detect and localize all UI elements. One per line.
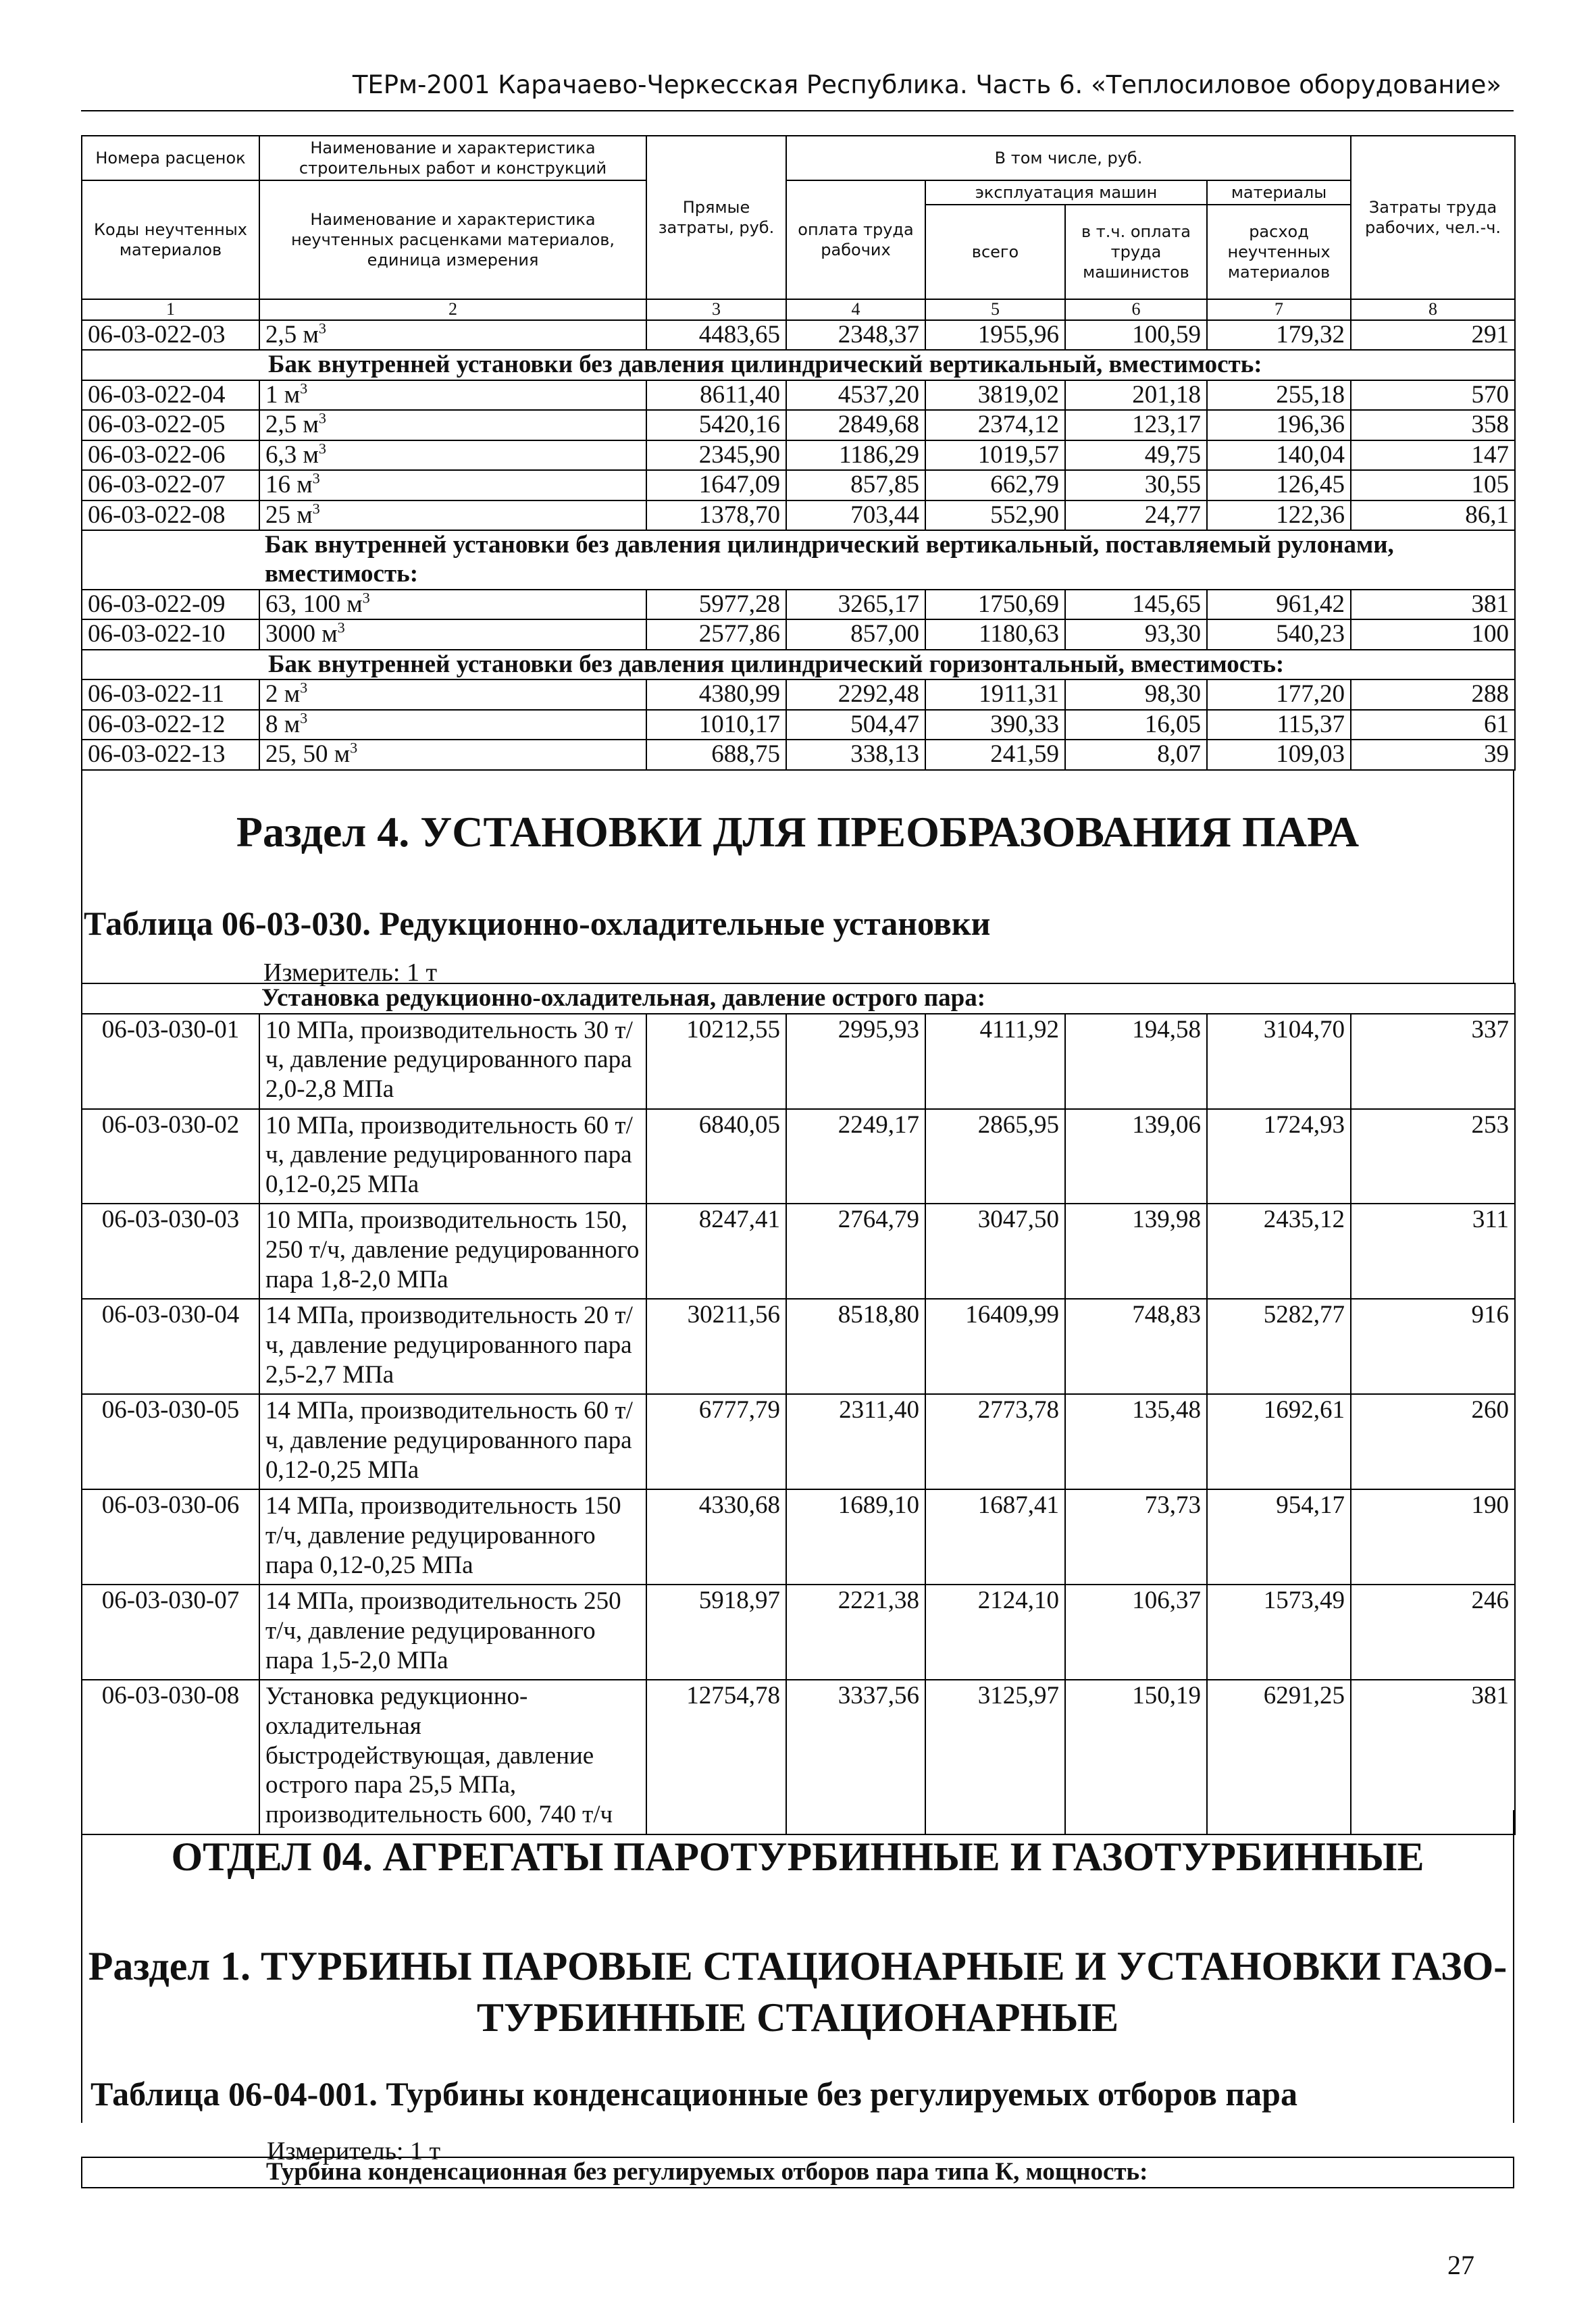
col-number: 4 <box>786 299 925 320</box>
direct-costs: 688,75 <box>646 740 786 770</box>
material-costs: 126,45 <box>1207 470 1351 500</box>
prices-table-030 <box>81 983 1516 1835</box>
labor-costs: 100 <box>1351 619 1515 650</box>
table-row <box>82 1204 1515 1299</box>
price-code: 06-03-022-11 <box>82 679 259 710</box>
price-code: 06-03-030-03 <box>82 1204 259 1299</box>
item-name: 1 $м^3$ <box>259 380 646 411</box>
material-costs: 115,37 <box>1207 710 1351 740</box>
labor-costs: 61 <box>1351 710 1515 740</box>
machine-costs: 16409,99 <box>925 1299 1065 1394</box>
direct-costs: 2577,86 <box>646 619 786 650</box>
price-code: 06-03-030-05 <box>82 1394 259 1489</box>
wage-costs: 2311,40 <box>786 1394 925 1489</box>
price-code: 06-03-022-12 <box>82 710 259 740</box>
labor-costs: 358 <box>1351 410 1515 440</box>
machine-costs: 2773,78 <box>925 1394 1065 1489</box>
machinist-wage: 145,65 <box>1065 590 1207 620</box>
direct-costs: 1010,17 <box>646 710 786 740</box>
material-costs: 109,03 <box>1207 740 1351 770</box>
table-row <box>82 1109 1515 1204</box>
item-name: 2,5 $м^3$ <box>259 320 646 351</box>
machinist-wage: 49,75 <box>1065 440 1207 471</box>
wage-costs: 2849,68 <box>786 410 925 440</box>
item-name: Установка редукционно-охладительная быстродействующая, давление острого пара 25,5 МПа, производительность 600, 740 т/ч <box>259 1680 646 1834</box>
table-row <box>82 1489 1515 1585</box>
machine-costs: 3819,02 <box>925 380 1065 411</box>
machine-costs: 2865,95 <box>925 1109 1065 1204</box>
item-name: 10 МПа, производительность 150, 250 т/ч, давление редуцированного пара 1,8-2,0 МПа <box>259 1204 646 1299</box>
wage-costs: 2292,48 <box>786 679 925 710</box>
machinist-wage: 8,07 <box>1065 740 1207 770</box>
direct-costs: 4330,68 <box>646 1489 786 1585</box>
machinist-wage: 93,30 <box>1065 619 1207 650</box>
machinist-wage: 123,17 <box>1065 410 1207 440</box>
rows-group-b <box>82 380 1515 531</box>
machinist-wage: 16,05 <box>1065 710 1207 740</box>
material-costs: 196,36 <box>1207 410 1351 440</box>
material-costs: 954,17 <box>1207 1489 1351 1585</box>
machine-costs: 241,59 <box>925 740 1065 770</box>
price-code: 06-03-030-04 <box>82 1299 259 1394</box>
table-row <box>82 380 1515 411</box>
direct-costs: 5918,97 <box>646 1585 786 1680</box>
price-code: 06-03-022-04 <box>82 380 259 411</box>
direct-costs: 6840,05 <box>646 1109 786 1204</box>
col-number: 3 <box>646 299 786 320</box>
col-number: 8 <box>1351 299 1515 320</box>
prices-table-022 <box>81 135 1516 771</box>
item-name: 10 МПа, производительность 60 т/ч, давление редуцированного пара 0,12-0,25 МПа <box>259 1109 646 1204</box>
wage-costs: 703,44 <box>786 500 925 531</box>
item-name: 6,3 $м^3$ <box>259 440 646 471</box>
rows-group-030 <box>82 1014 1515 1834</box>
subhead-3: Бак внутренней установки без давления цилиндрический горизонтальный, вместимость: <box>82 650 1515 680</box>
unit-superscript: 3 <box>318 410 327 427</box>
labor-costs: 337 <box>1351 1014 1515 1109</box>
table-row <box>82 1585 1515 1680</box>
otdel-04-heading: ОТДЕЛ 04. АГРЕГАТЫ ПАРОТУРБИННЫЕ И ГАЗОТУРБИННЫЕ <box>171 1834 1424 1879</box>
wage-costs: 504,47 <box>786 710 925 740</box>
table-row <box>82 679 1515 710</box>
subhead-row <box>82 350 1515 380</box>
item-name: 14 МПа, производительность 250 т/ч, давление редуцированного пара 1,5-2,0 МПа <box>259 1585 646 1680</box>
table-row <box>82 619 1515 650</box>
item-name: 2,5 $м^3$ <box>259 410 646 440</box>
machinist-wage: 24,77 <box>1065 500 1207 531</box>
item-name: 14 МПа, производительность 60 т/ч, давление редуцированного пара 0,12-0,25 МПа <box>259 1394 646 1489</box>
col-number: 6 <box>1065 299 1207 320</box>
machine-costs: 1911,31 <box>925 679 1065 710</box>
price-code: 06-03-022-10 <box>82 619 259 650</box>
col-in-that-number: В том числе, руб. <box>786 136 1351 180</box>
col-total: всего <box>925 205 1065 299</box>
price-code: 06-03-030-02 <box>82 1109 259 1204</box>
unit-superscript: 3 <box>318 440 327 457</box>
material-costs: 540,23 <box>1207 619 1351 650</box>
price-code: 06-03-022-06 <box>82 440 259 471</box>
col-labor: Затраты труда рабочих, чел.-ч. <box>1351 136 1515 299</box>
material-costs: 2435,12 <box>1207 1204 1351 1299</box>
page-number: 27 <box>1447 2250 1474 2280</box>
table-row <box>82 440 1515 471</box>
labor-costs: 39 <box>1351 740 1515 770</box>
price-code: 06-03-022-09 <box>82 590 259 620</box>
item-name: 25, 50 $м^3$ <box>259 740 646 770</box>
machine-costs: 4111,92 <box>925 1014 1065 1109</box>
labor-costs: 288 <box>1351 679 1515 710</box>
wage-costs: 3337,56 <box>786 1680 925 1834</box>
machinist-wage: 106,37 <box>1065 1585 1207 1680</box>
material-costs: 1692,61 <box>1207 1394 1351 1489</box>
labor-costs: 570 <box>1351 380 1515 411</box>
material-costs: 1573,49 <box>1207 1585 1351 1680</box>
col-number: 7 <box>1207 299 1351 320</box>
price-code: 06-03-030-08 <box>82 1680 259 1834</box>
item-name: 25 $м^3$ <box>259 500 646 531</box>
subhead-030: Установка редукционно-охладительная, давление острого пара: <box>82 983 1515 1014</box>
prices-table-001 <box>81 2157 1514 2188</box>
machine-costs: 3125,97 <box>925 1680 1065 1834</box>
rows-group-d <box>82 679 1515 770</box>
unit-superscript: 3 <box>300 679 308 696</box>
price-code: 06-03-030-06 <box>82 1489 259 1585</box>
unit-superscript: 3 <box>300 380 308 397</box>
material-costs: 140,04 <box>1207 440 1351 471</box>
labor-costs: 246 <box>1351 1585 1515 1680</box>
material-costs: 177,20 <box>1207 679 1351 710</box>
machinist-wage: 194,58 <box>1065 1014 1207 1109</box>
running-header: ТЕРм-2001 Карачаево-Черкесская Республика. Часть 6. «Теплосиловое оборудование» <box>352 70 1501 99</box>
col-name-bottom: Наименование и характеристика неучтенных расценками материалов, единица измерения <box>259 180 646 299</box>
unit-superscript: 3 <box>350 740 358 756</box>
item-name: 63, 100 $м^3$ <box>259 590 646 620</box>
subhead-row <box>82 650 1515 680</box>
machinist-wage: 201,18 <box>1065 380 1207 411</box>
direct-costs: 12754,78 <box>646 1680 786 1834</box>
wage-costs: 857,85 <box>786 470 925 500</box>
direct-costs: 5977,28 <box>646 590 786 620</box>
item-name: 2 $м^3$ <box>259 679 646 710</box>
labor-costs: 147 <box>1351 440 1515 471</box>
machine-costs: 1750,69 <box>925 590 1065 620</box>
price-code: 06-03-022-08 <box>82 500 259 531</box>
table-row <box>82 1394 1515 1489</box>
table-row <box>82 410 1515 440</box>
col-wage: оплата труда рабочих <box>786 180 925 299</box>
wage-costs: 1186,29 <box>786 440 925 471</box>
unit-superscript: 3 <box>300 709 308 727</box>
wage-costs: 2249,17 <box>786 1109 925 1204</box>
direct-costs: 4483,65 <box>646 320 786 351</box>
machinist-wage: 139,06 <box>1065 1109 1207 1204</box>
rows-group-a <box>82 320 1515 351</box>
machinist-wage: 100,59 <box>1065 320 1207 351</box>
rows-group-c <box>82 590 1515 650</box>
machine-costs: 1180,63 <box>925 619 1065 650</box>
table-001-title: Таблица 06-04-001. Турбины конденсационные без регулируемых отборов пара <box>91 2075 1297 2113</box>
item-name: 14 МПа, производительность 20 т/ч, давление редуцированного пара 2,5-2,7 МПа <box>259 1299 646 1394</box>
material-costs: 255,18 <box>1207 380 1351 411</box>
direct-costs: 1647,09 <box>646 470 786 500</box>
table-030-title: Таблица 06-03-030. Редукционно-охладительные установки <box>84 904 991 942</box>
price-code: 06-03-030-01 <box>82 1014 259 1109</box>
wage-costs: 3265,17 <box>786 590 925 620</box>
section-1-line-1: Раздел 1. ТУРБИНЫ ПАРОВЫЕ СТАЦИОНАРНЫЕ И УСТАНОВКИ ГАЗО- <box>88 1944 1508 1988</box>
col-number: 5 <box>925 299 1065 320</box>
price-code: 06-03-022-05 <box>82 410 259 440</box>
labor-costs: 311 <box>1351 1204 1515 1299</box>
table-001-measure: Измеритель: 1 т <box>267 2137 441 2165</box>
unit-superscript: 3 <box>312 470 320 487</box>
machine-costs: 662,79 <box>925 470 1065 500</box>
labor-costs: 105 <box>1351 470 1515 500</box>
material-costs: 1724,93 <box>1207 1109 1351 1204</box>
labor-costs: 916 <box>1351 1299 1515 1394</box>
labor-costs: 86,1 <box>1351 500 1515 531</box>
header-rule <box>81 110 1514 111</box>
price-code: 06-03-022-03 <box>82 320 259 351</box>
table-row <box>82 740 1515 770</box>
direct-costs: 5420,16 <box>646 410 786 440</box>
wage-costs: 857,00 <box>786 619 925 650</box>
machinist-wage: 98,30 <box>1065 679 1207 710</box>
wage-costs: 2995,93 <box>786 1014 925 1109</box>
table-row <box>82 470 1515 500</box>
wage-costs: 8518,80 <box>786 1299 925 1394</box>
machine-costs: 3047,50 <box>925 1204 1065 1299</box>
item-name: 16 $м^3$ <box>259 470 646 500</box>
machine-costs: 390,33 <box>925 710 1065 740</box>
labor-costs: 381 <box>1351 590 1515 620</box>
wage-costs: 2221,38 <box>786 1585 925 1680</box>
labor-costs: 381 <box>1351 1680 1515 1834</box>
col-materials-expense: расход неучтенных материалов <box>1207 205 1351 299</box>
labor-costs: 260 <box>1351 1394 1515 1489</box>
machinist-wage: 139,98 <box>1065 1204 1207 1299</box>
price-code: 06-03-022-13 <box>82 740 259 770</box>
col-codes-top: Номера расценок <box>82 136 259 180</box>
item-name: 8 $м^3$ <box>259 710 646 740</box>
col-name-top: Наименование и характеристика строительных работ и конструкций <box>259 136 646 180</box>
wage-costs: 2764,79 <box>786 1204 925 1299</box>
material-costs: 179,32 <box>1207 320 1351 351</box>
machinist-wage: 73,73 <box>1065 1489 1207 1585</box>
material-costs: 122,36 <box>1207 500 1351 531</box>
direct-costs: 1378,70 <box>646 500 786 531</box>
direct-costs: 8247,41 <box>646 1204 786 1299</box>
material-costs: 5282,77 <box>1207 1299 1351 1394</box>
col-materials: материалы <box>1207 180 1351 205</box>
direct-costs: 30211,56 <box>646 1299 786 1394</box>
machinist-wage: 30,55 <box>1065 470 1207 500</box>
table-row <box>82 1014 1515 1109</box>
machine-costs: 1955,96 <box>925 320 1065 351</box>
item-name: 10 МПа, производительность 30 т/ч, давление редуцированного пара 2,0-2,8 МПа <box>259 1014 646 1109</box>
machine-costs: 1019,57 <box>925 440 1065 471</box>
table-row <box>82 500 1515 531</box>
unit-superscript: 3 <box>312 500 320 517</box>
machinist-wage: 748,83 <box>1065 1299 1207 1394</box>
machinist-wage: 150,19 <box>1065 1680 1207 1834</box>
col-number: 2 <box>259 299 646 320</box>
direct-costs: 2345,90 <box>646 440 786 471</box>
col-number: 1 <box>82 299 259 320</box>
unit-superscript: 3 <box>318 319 327 337</box>
table-head <box>82 136 1515 320</box>
table-030-measure: Измеритель: 1 т <box>263 958 438 987</box>
machine-costs: 1687,41 <box>925 1489 1065 1585</box>
direct-costs: 6777,79 <box>646 1394 786 1489</box>
unit-superscript: 3 <box>337 619 345 636</box>
subhead-001: Турбина конденсационная без регулируемых отборов пара типа К, мощность: <box>82 2157 1514 2188</box>
col-machinists: в т.ч. оплата труда машинистов <box>1065 205 1207 299</box>
col-direct: Прямые затраты, руб. <box>646 136 786 299</box>
price-code: 06-03-030-07 <box>82 1585 259 1680</box>
wage-costs: 338,13 <box>786 740 925 770</box>
subhead-2: Бак внутренней установки без давления цилиндрический вертикальный, поставляемый рулонами, вместимость: <box>82 530 1515 589</box>
item-name: 14 МПа, производительность 150 т/ч, давление редуцированного пара 0,12-0,25 МПа <box>259 1489 646 1585</box>
labor-costs: 291 <box>1351 320 1515 351</box>
wage-costs: 2348,37 <box>786 320 925 351</box>
table-row <box>82 710 1515 740</box>
direct-costs: 4380,99 <box>646 679 786 710</box>
col-machine-op: эксплуатация машин <box>925 180 1207 205</box>
wage-costs: 1689,10 <box>786 1489 925 1585</box>
material-costs: 6291,25 <box>1207 1680 1351 1834</box>
col-codes-bottom: Коды неучтенных материалов <box>82 180 259 299</box>
table-row <box>82 320 1515 351</box>
direct-costs: 10212,55 <box>646 1014 786 1109</box>
machinist-wage: 135,48 <box>1065 1394 1207 1489</box>
section-1-line-2: ТУРБИННЫЕ СТАЦИОНАРНЫЕ <box>476 1995 1119 2040</box>
table-row <box>82 1299 1515 1394</box>
section-4-heading: Раздел 4. УСТАНОВКИ ДЛЯ ПРЕОБРАЗОВАНИЯ ПАРА <box>236 808 1360 856</box>
price-code: 06-03-022-07 <box>82 470 259 500</box>
subhead-row <box>82 983 1515 1014</box>
material-costs: 3104,70 <box>1207 1014 1351 1109</box>
machine-costs: 552,90 <box>925 500 1065 531</box>
subhead-1: Бак внутренней установки без давления цилиндрический вертикальный, вместимость: <box>82 350 1515 380</box>
table-row <box>82 590 1515 620</box>
item-name: 3000 $м^3$ <box>259 619 646 650</box>
section-frame <box>81 770 1514 983</box>
labor-costs: 253 <box>1351 1109 1515 1204</box>
subhead-row <box>82 2157 1514 2188</box>
section-1-heading <box>81 1940 1514 2043</box>
subhead-row <box>82 530 1515 589</box>
labor-costs: 190 <box>1351 1489 1515 1585</box>
direct-costs: 8611,40 <box>646 380 786 411</box>
material-costs: 961,42 <box>1207 590 1351 620</box>
machine-costs: 2374,12 <box>925 410 1065 440</box>
unit-superscript: 3 <box>362 589 370 607</box>
machine-costs: 2124,10 <box>925 1585 1065 1680</box>
wage-costs: 4537,20 <box>786 380 925 411</box>
